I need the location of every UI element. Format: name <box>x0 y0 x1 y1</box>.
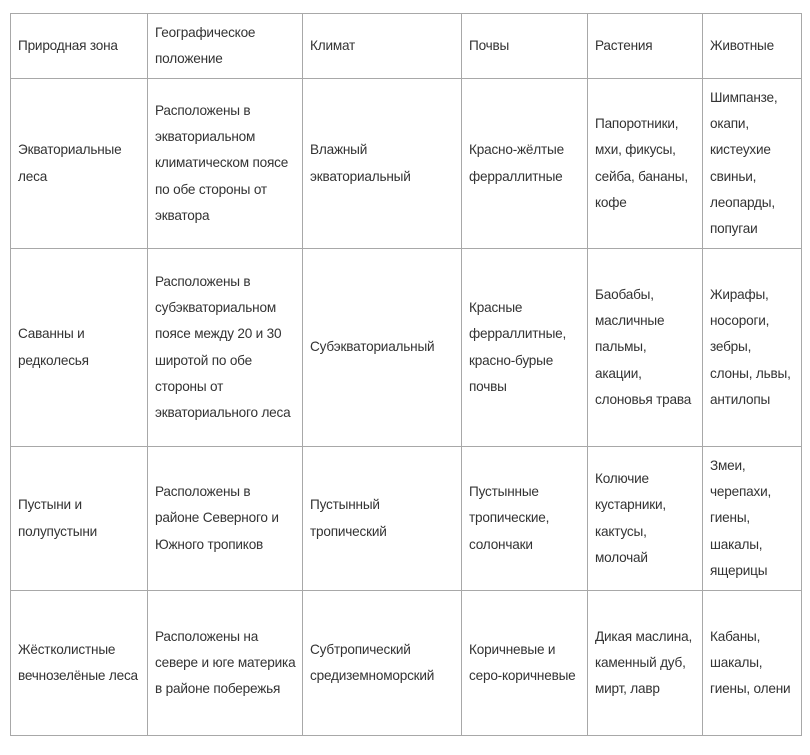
cell-soils: Пустынные тропические, солончаки <box>462 447 588 591</box>
cell-location: Расположены на севере и юге материка в районе побережья <box>148 591 303 736</box>
cell-soils: Красно-жёлтые ферраллитные <box>462 79 588 249</box>
cell-zone: Пустыни и полупустыни <box>11 447 148 591</box>
cell-location: Расположены в районе Северного и Южного тропиков <box>148 447 303 591</box>
cell-animals: Жирафы, носороги, зебры, слоны, львы, антилопы <box>703 249 802 447</box>
header-plants: Растения <box>588 14 703 79</box>
table-row <box>11 447 802 591</box>
cell-climate: Субтропический средиземноморский <box>303 591 462 736</box>
cell-zone: Саванны и редколесья <box>11 249 148 447</box>
cell-location: Расположены в субэкваториальном поясе между 20 и 30 широтой по обе стороны от экваториального леса <box>148 249 303 447</box>
cell-plants: Баобабы, масличные пальмы, акации, слоновья трава <box>588 249 703 447</box>
cell-plants: Колючие кустарники, кактусы, молочай <box>588 447 703 591</box>
header-soils: Почвы <box>462 14 588 79</box>
cell-animals: Шимпанзе, окапи, кистеухие свиньи, леопарды, попугаи <box>703 79 802 249</box>
cell-plants: Дикая маслина, каменный дуб, мирт, лавр <box>588 591 703 736</box>
cell-climate: Влажный экваториальный <box>303 79 462 249</box>
cell-soils: Коричневые и серо-коричневые <box>462 591 588 736</box>
cell-plants: Папоротники, мхи, фикусы, сейба, бананы, кофе <box>588 79 703 249</box>
cell-zone: Жёстколистные вечнозелёные леса <box>11 591 148 736</box>
header-zone: Природная зона <box>11 14 148 79</box>
header-animals: Животные <box>703 14 802 79</box>
cell-climate: Пустынный тропический <box>303 447 462 591</box>
cell-animals: Кабаны, шакалы, гиены, олени <box>703 591 802 736</box>
header-row <box>11 14 802 79</box>
cell-location: Расположены в экваториальном климатическом поясе по обе стороны от экватора <box>148 79 303 249</box>
table-row <box>11 249 802 447</box>
header-climate: Климат <box>303 14 462 79</box>
header-location: Географическое положение <box>148 14 303 79</box>
cell-climate: Субэкваториальный <box>303 249 462 447</box>
table-row <box>11 79 802 249</box>
cell-soils: Красные ферраллитные, красно-бурые почвы <box>462 249 588 447</box>
cell-animals: Змеи, черепахи, гиены, шакалы, ящерицы <box>703 447 802 591</box>
table-row <box>11 591 802 736</box>
cell-zone: Экваториальные леса <box>11 79 148 249</box>
natural-zones-table <box>10 13 802 736</box>
